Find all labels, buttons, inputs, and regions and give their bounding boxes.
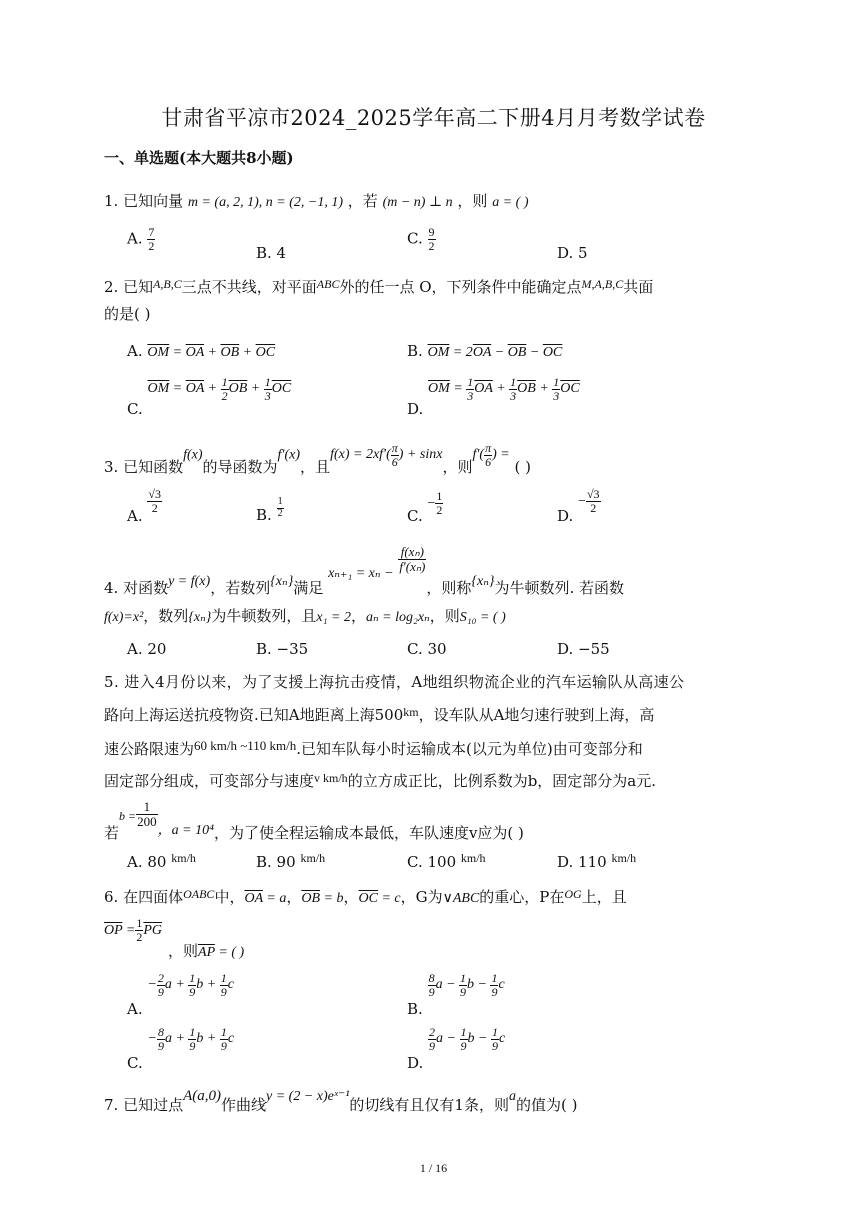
q3-d-num: √3 [586,487,600,501]
option-label: A. [127,507,143,526]
q6-text-3: ，G为 [400,888,443,906]
q4-xn: {xₙ} [270,574,294,590]
q4-text-3: 满足 [293,579,324,598]
q5-text: 路向上海运送抗疫物资.已知A地距离上海500 [104,706,404,724]
q3-fpx: f′(x) [277,447,301,463]
q6-op-num: 1 [136,916,143,930]
q5-text-5: 固定部分组成，可变部分与速度 [104,772,315,790]
question-2-stem [104,278,653,295]
q2-text-4: 共面 [623,278,654,296]
option-label: B. [407,342,423,360]
q3-option-c: C. − $\frac{1}{2}$ [407,489,443,526]
q6-ob: $\overline{OB} = b$ [301,891,344,906]
q5-unit-d: km/h [611,851,637,865]
option-label: C. [407,229,423,248]
q3-a-num: √3 [148,487,161,501]
q7-text-4: 的值为( ) [515,1096,578,1114]
q5-option-c [407,852,486,870]
q4-x1: x₁ = 2 [316,610,351,625]
q4-s10: S₁₀ = ( ) [459,610,506,625]
q6-text-6: ，则 [168,942,199,960]
question-7-stem [104,1088,578,1114]
q1-c-den: 2 [428,238,435,253]
q4-text-6: ，数列 [143,607,189,625]
q6-text-4: 的重心，P在 [479,888,565,906]
q1-text: 1. 已知向量 [104,192,184,210]
q1-option-d: D. 5 [557,244,588,262]
q5-option-b [256,852,325,870]
q5-line4 [104,772,656,789]
option-label: B. 90 [256,853,296,871]
q4-rec-den: f′(xₙ) [399,558,426,574]
q6-op-den: 2 [136,929,143,944]
option-label: B. [256,506,272,524]
question-6-stem: 6. 在四面体$^{OABC}$中，$\overline{OA} = a$，$\overline{OB} = b$，$\overline{OC} = c$，G为∨ABC的重心，P在$^{OG}$上，且 [104,887,627,906]
page-number: 1 / 16 [419,1161,448,1175]
q6-line2 [104,917,162,943]
q6-option-a: A. − $\frac{2}{9}$ a + $\frac{1}{9}$ b + $\frac{1}{9}$ c [127,971,234,1019]
q4-rec-num: f(xₙ) [400,544,424,559]
option-label: C. [407,507,423,526]
q3-b-num: 1 [277,496,283,507]
q6-op: $\overline{OP}$ = [104,923,136,939]
q7-text-3: 的切线有且仅有1条，则 [349,1096,509,1114]
q5-line3 [104,739,643,757]
q5-b-eq: b = [119,809,137,824]
q1-condition: (m − n) ⊥ n [382,195,453,210]
q2-line2: 的是( ) [104,305,151,323]
q1-text-2: ，若 [347,192,378,210]
q5-speed: 60 km/h ~110 km/h [194,738,297,753]
q2-b-expr: $\overline{OM} = 2\overline{OA} - \overline{OB} - \overline{OC}$ [427,345,563,360]
q7-point: A(a,0) [183,1088,221,1104]
option-label: A. [127,342,143,360]
q6-text-5: 上，且 [581,888,627,906]
q6-ap: $\overline{AP}$ = ( ) [198,945,245,960]
q5-b-num: 1 [143,799,151,814]
q6-pg: $\overline{PG}$ [143,923,163,939]
q4-xn-2: {xₙ} [471,574,495,590]
section-heading: 一、单选题(本大题共8小题) [104,149,294,167]
q3-c-den: 2 [436,502,443,517]
q7-curve: y = (2 − x)eˣ⁻¹ [266,1089,350,1104]
q6-text-2: 中， [214,888,245,906]
option-label: C. [127,1054,143,1073]
q4-text: 4. 对函数 [104,579,169,598]
q4-option-a: A. 20 [127,640,167,658]
q1-option-c [407,226,436,252]
option-label: D. [557,507,574,526]
q4-yfx: y = f(x) [168,574,211,590]
q1-ask: a = ( ) [492,195,529,210]
q4-text-4: ，则称 [426,579,472,598]
q1-a-den: 2 [148,238,155,253]
q3-text-3: ，且 [300,458,331,477]
q5-unit-a: km/h [171,851,196,865]
q3-option-d: D. − $\frac{√3}{2}$ [557,487,600,526]
q2-points-2: M,A,B,C [581,277,624,291]
q4-option-b: B. −35 [256,640,309,658]
q3-c-num: 1 [436,489,443,503]
q6-option-d: D. $\frac{2}{9}$ a − $\frac{1}{9}$ b − $\frac{1}{9}$ c [407,1025,506,1073]
q4-option-c: C. 30 [407,640,447,658]
q2-text-2: 三点不共线，对平面 [181,278,317,296]
q2-option-b [407,344,562,360]
question-3-stem [104,441,531,477]
q6-oc: $\overline{OC} = c$ [358,891,401,906]
q5-text-4: .已知车队每小时运输成本(以元为单位)由可变部分和 [296,740,643,758]
q6-oabc: OABC [183,887,215,901]
q5-line5 [104,799,524,843]
q3-ask: f′( $\frac{\pi}{6}$ ) = [472,441,510,469]
q2-option-a [127,344,275,360]
question-1-stem [104,194,528,210]
q3-paren: ( ) [514,458,531,477]
q2-c-expr: $\overline{OM} = \overline{OA}$ + $\frac{1}{2}$ $\overline{OB}$ + $\frac{1}{3}$ $\overline{OC}$ [147,375,292,403]
q7-text-2: 作曲线 [221,1096,267,1114]
q5-line2 [104,706,654,723]
exam-title: 甘肃省平凉市2024_2025学年高二下册4月月考数学试卷 [161,106,706,130]
q5-text-6: 的立方成正比，比例系数为b，固定部分为a元. [347,772,657,790]
q3-b-den: 2 [277,507,283,519]
q7-text: 7. 已知过点 [104,1096,184,1114]
q5-text-2: ，设车队从A地匀速行驶到上海，高 [418,706,655,724]
q6-option-b: B. $\frac{8}{9}$ a − $\frac{1}{9}$ b − $\frac{1}{9}$ c [407,971,505,1019]
q4-text-7: 为牛顿数列，且 [211,607,317,625]
option-label: D. 110 [557,853,607,871]
q7-a: a [508,1089,516,1104]
option-label: D. [407,1054,424,1073]
q3-text-4: ，则 [442,458,473,477]
q2-points: A,B,C [153,277,182,291]
q5-b-den: 200 [137,813,157,829]
q1-text-3: ，则 [457,192,488,210]
q1-a-num: 7 [148,225,155,239]
q1-option-a [127,226,155,252]
q3-fx: f(x) [183,447,203,463]
q2-d-expr: $\overline{OM}$ = $\frac{1}{3}$ $\overline{OA}$ + $\frac{1}{3}$ $\overline{OB}$ + $\frac{1}{3}$ $\overline{OC}$ [428,375,580,403]
q3-equation: f(x) = 2xf′( $\frac{\pi}{6}$ ) + sinx [330,441,443,469]
q1-c-num: 9 [428,225,435,239]
option-label: A. [127,229,143,248]
option-label: C. 100 [407,853,457,871]
q4-an: aₙ = log₂xₙ [365,610,430,625]
q5-line1: 5. 进入4月份以来，为了支援上海抗击疫情，A地组织物流企业的汽车运输队从高速公 [104,673,685,691]
q2-a-expr: $\overline{OM} = \overline{OA} + \overline{OB} + \overline{OC}$ [147,345,276,360]
q5-a-eq: ，a = 10⁴ [157,823,214,839]
question-4-stem [104,544,625,598]
q4-option-d: D. −55 [557,640,610,658]
q6-triangle: ∨ABC [442,891,480,906]
q2-option-d [407,375,580,419]
q2-text-3: 外的任一点 O，下列条件中能确定点 [339,278,582,296]
q5-text-8: ，为了使全程运输成本最低，车队速度v应为( ) [213,824,524,843]
option-label: A. 80 [127,853,167,871]
q4-text-5: 为牛顿数列. 若函数 [494,579,625,598]
q3-text: 3. 已知函数 [104,458,184,477]
q3-text-2: 的导函数为 [202,458,278,477]
q4-line2: f(x)=x²，数列{xₙ}为牛顿数列，且x₁ = 2，aₙ = log₂xₙ，则S₁₀ = ( ) [104,607,506,625]
q6-oa: $\overline{OA} = a$ [244,891,287,906]
option-label: C. [127,400,143,419]
q5-option-a [127,852,196,870]
q1-vectors: m = (a, 2, 1), n = (2, −1, 1) [187,195,343,210]
q3-a-den: 2 [147,501,162,515]
q4-fx: f(x)=x² [104,610,144,625]
option-label: A. [127,1000,143,1019]
q5-unit-b: km/h [300,851,326,865]
q2-text: 2. 已知 [104,278,154,296]
q6-text: 6. 在四面体 [104,888,184,906]
q6-ask [168,944,244,960]
q5-unit-c: km/h [460,851,486,865]
q2-plane: ABC [316,277,340,291]
option-label: D. [407,400,424,419]
q1-option-b: B. 4 [256,244,287,262]
q5-v: v km/h [314,771,348,785]
q5-option-d [557,852,636,870]
q6-og: OG [564,887,582,901]
q4-recurrence: xₙ₊₁ = xₙ − [328,566,394,582]
q4-xn-3: {xₙ} [188,610,212,625]
q2-option-c [127,375,292,419]
q5-text-3: 速公路限速为 [104,740,195,758]
q3-d-den: 2 [586,501,601,515]
q4-text-2: ，若数列 [210,579,271,598]
option-label: B. [407,1000,423,1019]
q6-option-c: C. − $\frac{8}{9}$ a + $\frac{1}{9}$ b + $\frac{1}{9}$ c [127,1025,235,1073]
q4-text-8: ，则 [429,607,460,625]
q3-option-a [127,487,162,526]
q5-unit: km [403,705,419,719]
q3-option-b [256,496,284,524]
q5-text-7: 若 [104,824,120,843]
